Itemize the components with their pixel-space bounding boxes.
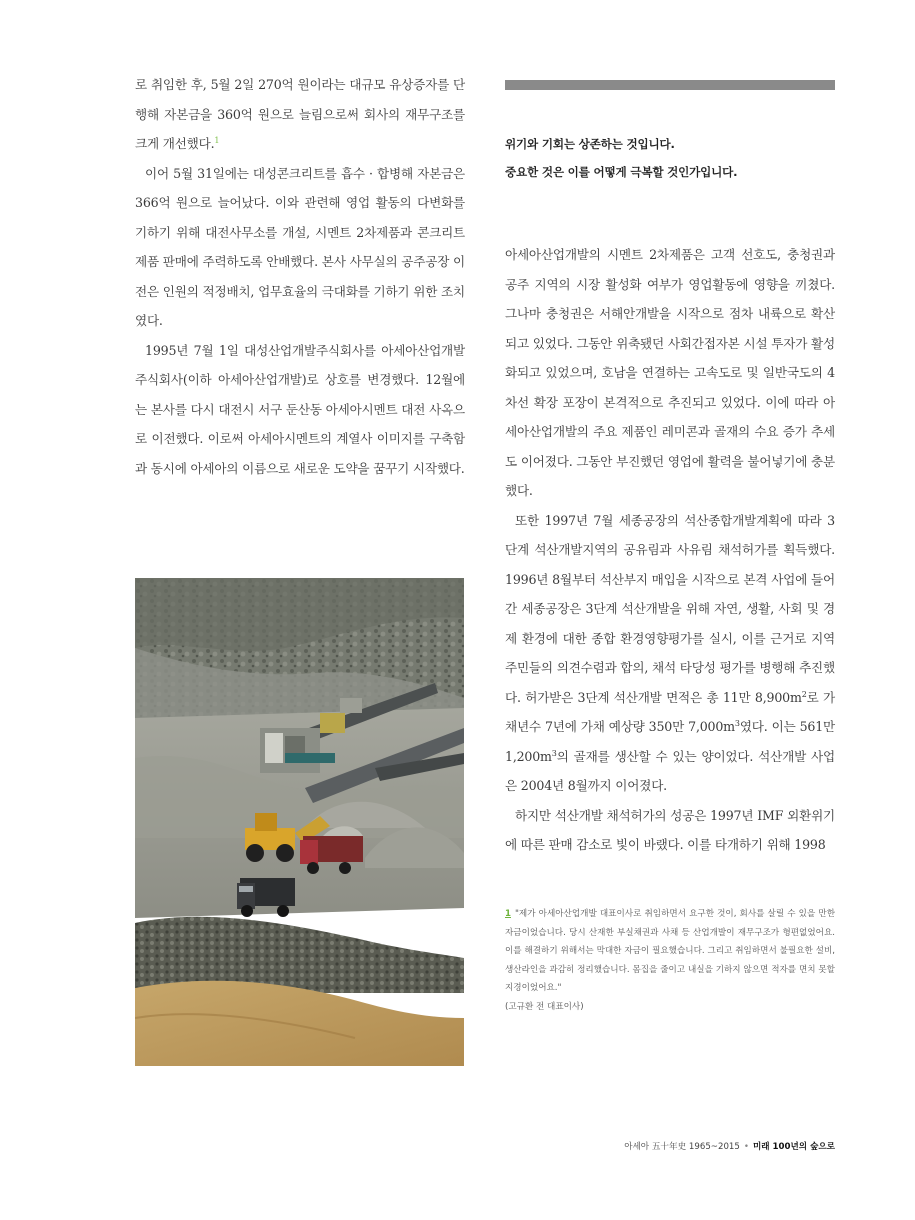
right-paragraph-2-part-c: 였다. 이는 561만 1,200m [505, 719, 835, 764]
left-paragraph-3: 1995년 7월 1일 대성산업개발주식회사를 아세아산업개발주식회사(이하 아세아산업개발)로 상호를 변경했다. 12월에는 본사를 다시 대전시 서구 둔산동 아세아시멘트 대전 사옥으로 이전했다. 이로써 아세아시멘트의 계열사 이미지를 구축함과 동시에 아세아의 이름으로 새로운 도약을 꿈꾸기 시작했다. [135, 342, 465, 476]
right-paragraph-2-part-a: 또한 1997년 7월 세종공장의 석산종합개발계획에 따라 3단계 석산개발지역의 공유림과 사유림 채석허가를 획득했다. 1996년 8월부터 석산부지 매입을 시작으로 본격 사업에 들어간 세종공장은 3단계 석산개발을 위해 자연, 생활, 사회 및 경제 환경에 대한 종합 환경영향평가를 실시, 이를 근거로 지역 주민들의 의견수렴과 합의, 채석 타당성 평가를 병행해 추진했다. 허가받은 3단계 석산개발 면적은 총 11만 8,900m [505, 512, 835, 705]
section-bar [505, 80, 835, 90]
superscript-3a: 3 [734, 718, 740, 728]
footnote-text: "제가 아세아산업개발 대표이사로 취임하면서 요구한 것이, 회사를 살릴 수 있을 만한 자금이었습니다. 당시 산재한 부실채권과 사채 등 산업개발이 재무구조가 형편없었어요. 이를 해결하기 위해서는 막대한 자금이 필요했습니다. 그리고 취임하면서 불필요한 설비, 생산라인을 과감히 정리했습니다. 몸집을 줄이고 내실을 기하지 않으면 적자를 면치 못할 지경이었어요." [505, 909, 835, 994]
footnote-number: 1 [505, 909, 511, 919]
left-column [135, 70, 465, 483]
pull-quote-line-1: 위기와 기회는 상존하는 것입니다. [505, 137, 675, 151]
pull-quote-line-2: 중요한 것은 이를 어떻게 극복할 것인가입니다. [505, 165, 738, 179]
pull-quote [505, 130, 835, 186]
footer-separator: • [743, 1142, 749, 1152]
footnote [505, 905, 835, 1017]
right-paragraph-2-part-b: 로 가채년수 7년에 가채 예상량 350만 7,000m [505, 689, 836, 734]
footnote-reference[interactable]: 1 [214, 135, 220, 145]
right-paragraph-3: 하지만 석산개발 채석허가의 성공은 1997년 IMF 외환위기에 따른 판매 감소로 빛이 바랬다. 이를 타개하기 위해 1998 [505, 807, 835, 852]
quarry-photo-illustration [135, 578, 464, 1066]
right-paragraph-2 [505, 506, 835, 801]
left-paragraph-2: 이어 5월 31일에는 대성콘크리트를 흡수 · 합병해 자본금은 366억 원으로 늘어났다. 이와 관련해 영업 활동의 다변화를 기하기 위해 대전사무소를 개설, 시멘트 2차제품과 콘크리트 제품 판매에 주력하도록 안배했다. 본사 사무실의 공주공장 이전은 인원의 적정배치, 업무효율의 극대화를 기하기 위한 조치였다. [135, 165, 465, 328]
left-paragraph-1-text: 로 취임한 후, 5월 2일 270억 원이라는 대규모 유상증자를 단행해 자본금을 360억 원으로 늘림으로써 회사의 재무구조를 크게 개선했다. [135, 77, 465, 151]
superscript-3b: 3 [551, 748, 557, 758]
page-footer [624, 1140, 835, 1152]
footer-book-title: 아세아 五十年史 1965~2015 [624, 1142, 740, 1152]
footer-section-title: 미래 100년의 숲으로 [752, 1142, 835, 1152]
superscript-2: 2 [801, 689, 807, 699]
quarry-photo [135, 578, 464, 1066]
footnote-source: (고규환 전 대표이사) [505, 1001, 584, 1012]
right-paragraph-1: 아세아산업개발의 시멘트 2차제품은 고객 선호도, 충청권과 공주 지역의 시장 활성화 여부가 영업활동에 영향을 끼쳤다. 그나마 충청권은 서해안개발을 시작으로 점차 내륙으로 확산되고 있었다. 그동안 위축됐던 사회간접자본 시설 투자가 활성화되고 있었으며, 호남을 연결하는 고속도로 및 일반국도의 4차선 확장 포장이 본격적으로 추진되고 있었다. 이에 따라 아세아산업개발의 주요 제품인 레미콘과 골재의 수요 증가 추세도 이어졌다. 그동안 부진했던 영업에 활력을 불어넣기에 충분했다. [505, 247, 835, 498]
right-column [505, 240, 835, 860]
right-paragraph-2-part-d: 의 골재를 생산할 수 있는 양이었다. 석산개발 사업은 2004년 8월까지 이어졌다. [505, 748, 835, 793]
left-paragraph-1 [135, 70, 465, 159]
